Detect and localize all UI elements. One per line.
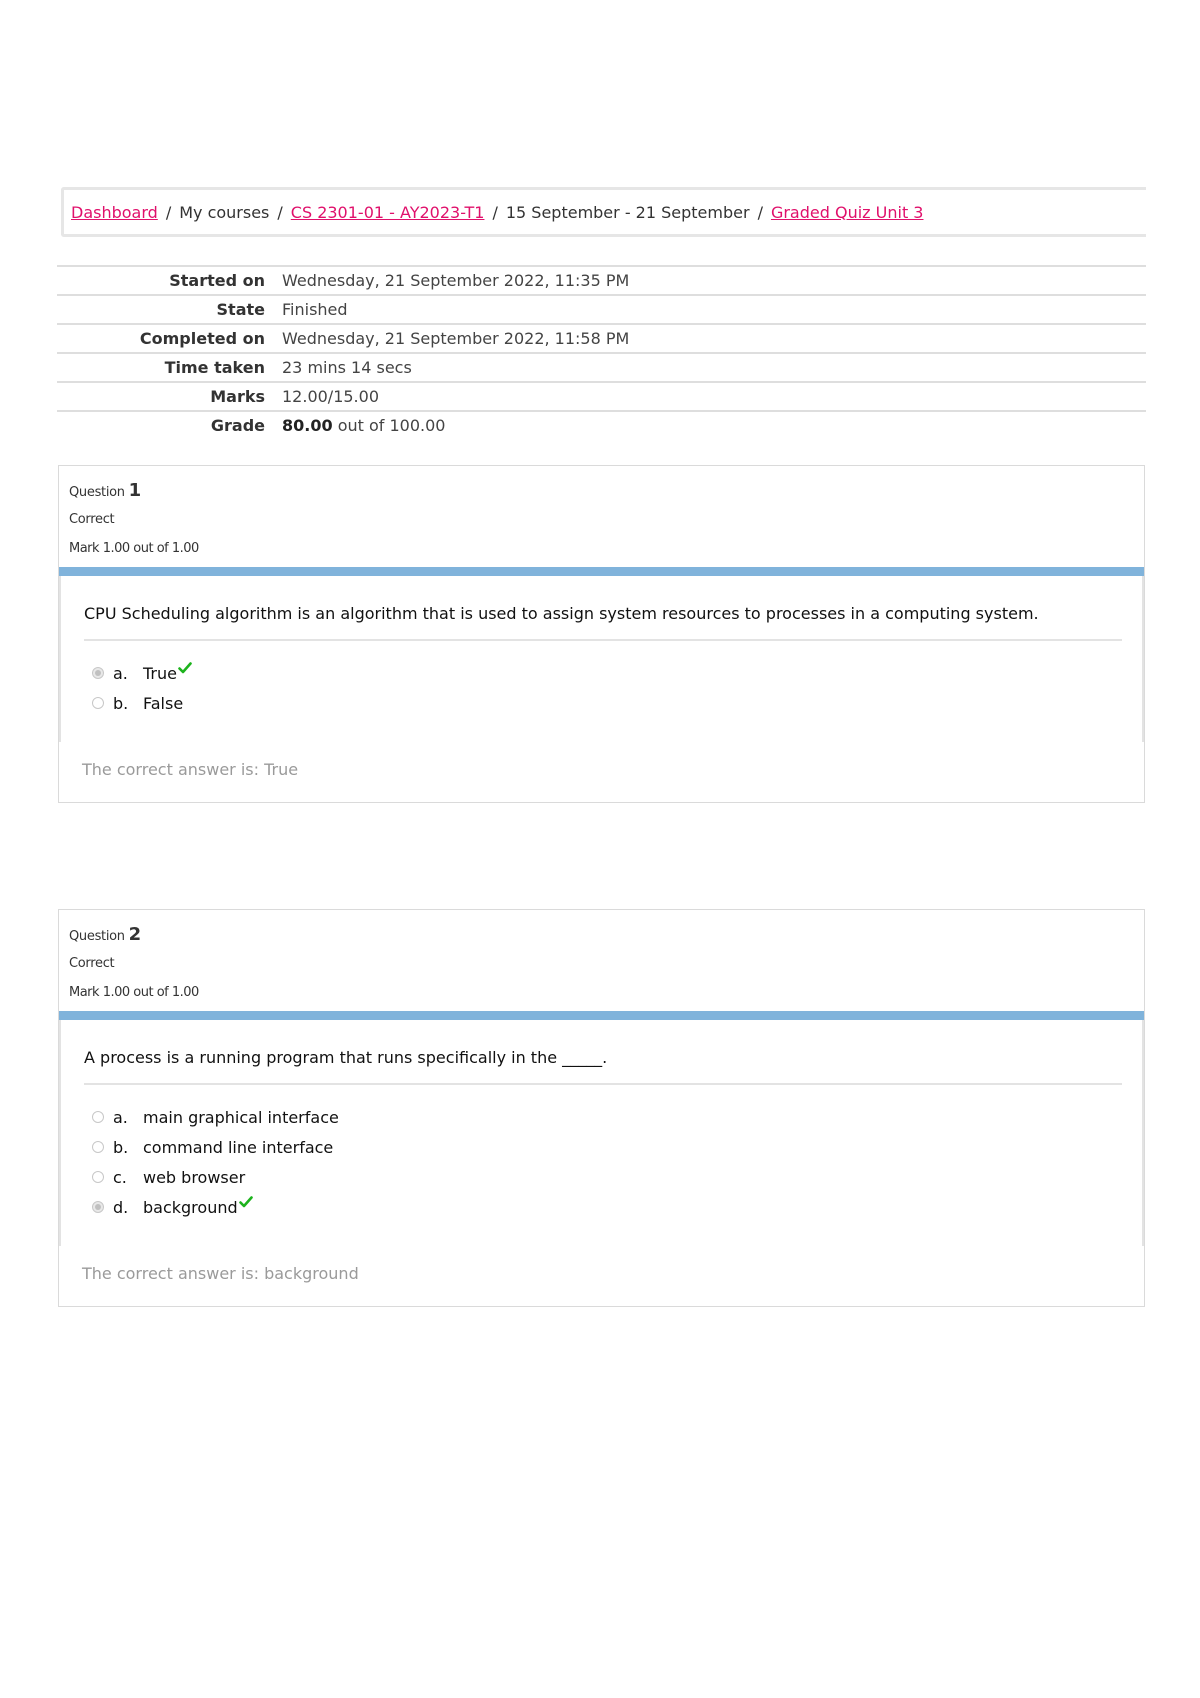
question-card-2 xyxy=(58,909,1145,1307)
summary-row-state xyxy=(57,295,1146,324)
radio-selected-icon[interactable] xyxy=(92,1201,104,1213)
question-content xyxy=(59,1020,1144,1246)
question-feedback: The correct answer is: True xyxy=(82,760,299,779)
breadcrumb-separator: / xyxy=(165,202,172,222)
question-prefix: Question xyxy=(69,929,125,944)
radio-selected-icon[interactable] xyxy=(92,667,104,679)
question-number-value: 2 xyxy=(128,924,141,945)
question-mark: Mark 1.00 out of 1.00 xyxy=(69,541,199,556)
radio-icon[interactable] xyxy=(92,1141,104,1153)
summary-grade-value xyxy=(282,411,1146,439)
question-number xyxy=(69,920,1134,950)
correct-check-icon xyxy=(178,661,192,675)
answer-letter: d. xyxy=(113,1197,129,1217)
answer-option-b[interactable] xyxy=(84,1132,1122,1162)
answer-label: main graphical interface xyxy=(143,1107,339,1127)
answer-option-c[interactable] xyxy=(84,1162,1122,1192)
breadcrumb-dashboard-link[interactable]: Dashboard xyxy=(71,202,158,222)
breadcrumb-separator: / xyxy=(492,202,498,222)
summary-value: 12.00/15.00 xyxy=(282,382,1146,411)
answer-label: False xyxy=(143,693,184,713)
answer-letter: a. xyxy=(113,663,128,683)
question-info xyxy=(59,910,1144,1011)
question-feedback: The correct answer is: background xyxy=(82,1264,359,1283)
breadcrumb-my-courses: My courses xyxy=(179,202,270,222)
answer-label: web browser xyxy=(143,1167,246,1187)
summary-value: Finished xyxy=(282,295,1146,324)
answer-letter: b. xyxy=(113,693,129,713)
breadcrumb-week: 15 September - 21 September xyxy=(505,202,750,222)
question-number-value: 1 xyxy=(128,480,141,501)
grade-out-of: out of 100.00 xyxy=(337,416,446,435)
question-text: A process is a running program that runs specifically in the _____. xyxy=(84,1020,1122,1085)
answer-option-d[interactable] xyxy=(84,1192,1122,1222)
summary-label: Grade xyxy=(57,411,282,439)
breadcrumb-quiz-link[interactable]: Graded Quiz Unit 3 xyxy=(770,202,924,222)
summary-label: Marks xyxy=(57,382,282,411)
question-card-1 xyxy=(58,465,1145,803)
radio-icon[interactable] xyxy=(92,1171,104,1183)
radio-icon[interactable] xyxy=(92,697,104,709)
grade-score: 80.00 xyxy=(282,416,333,435)
question-text: CPU Scheduling algorithm is an algorithm that is used to assign system resources to processes in a computing system. xyxy=(84,576,1122,641)
summary-value: 23 mins 14 secs xyxy=(282,353,1146,382)
attempt-summary-table xyxy=(57,265,1146,439)
answer-list xyxy=(84,641,1122,742)
answer-list xyxy=(84,1085,1122,1246)
summary-value: Wednesday, 21 September 2022, 11:35 PM xyxy=(282,266,1146,295)
breadcrumb xyxy=(61,187,1146,237)
answer-letter: a. xyxy=(113,1107,128,1127)
breadcrumb-course-link[interactable]: CS 2301-01 - AY2023-T1 xyxy=(290,202,485,222)
summary-label: State xyxy=(57,295,282,324)
question-bar xyxy=(59,1011,1144,1020)
question-state: Correct xyxy=(69,956,115,971)
question-info xyxy=(59,466,1144,567)
summary-label: Time taken xyxy=(57,353,282,382)
answer-option-a[interactable] xyxy=(84,658,1122,688)
summary-row-started xyxy=(57,266,1146,295)
answer-letter: c. xyxy=(113,1167,127,1187)
answer-letter: b. xyxy=(113,1137,129,1157)
summary-row-marks xyxy=(57,382,1146,411)
summary-label: Started on xyxy=(57,266,282,295)
breadcrumb-separator: / xyxy=(277,202,283,222)
answer-label: background xyxy=(143,1197,238,1217)
summary-label: Completed on xyxy=(57,324,282,353)
summary-row-grade xyxy=(57,411,1146,439)
correct-check-icon xyxy=(239,1195,253,1209)
question-prefix: Question xyxy=(69,485,125,500)
radio-icon[interactable] xyxy=(92,1111,104,1123)
summary-row-completed xyxy=(57,324,1146,353)
answer-label: command line interface xyxy=(143,1137,334,1157)
question-state: Correct xyxy=(69,512,115,527)
summary-row-time-taken xyxy=(57,353,1146,382)
answer-option-a[interactable] xyxy=(84,1102,1122,1132)
breadcrumb-separator: / xyxy=(757,202,763,222)
question-content xyxy=(59,576,1144,742)
question-mark: Mark 1.00 out of 1.00 xyxy=(69,985,199,1000)
question-number xyxy=(69,476,1134,506)
answer-option-b[interactable] xyxy=(84,688,1122,718)
summary-value: Wednesday, 21 September 2022, 11:58 PM xyxy=(282,324,1146,353)
answer-label: True xyxy=(143,663,177,683)
question-bar xyxy=(59,567,1144,576)
